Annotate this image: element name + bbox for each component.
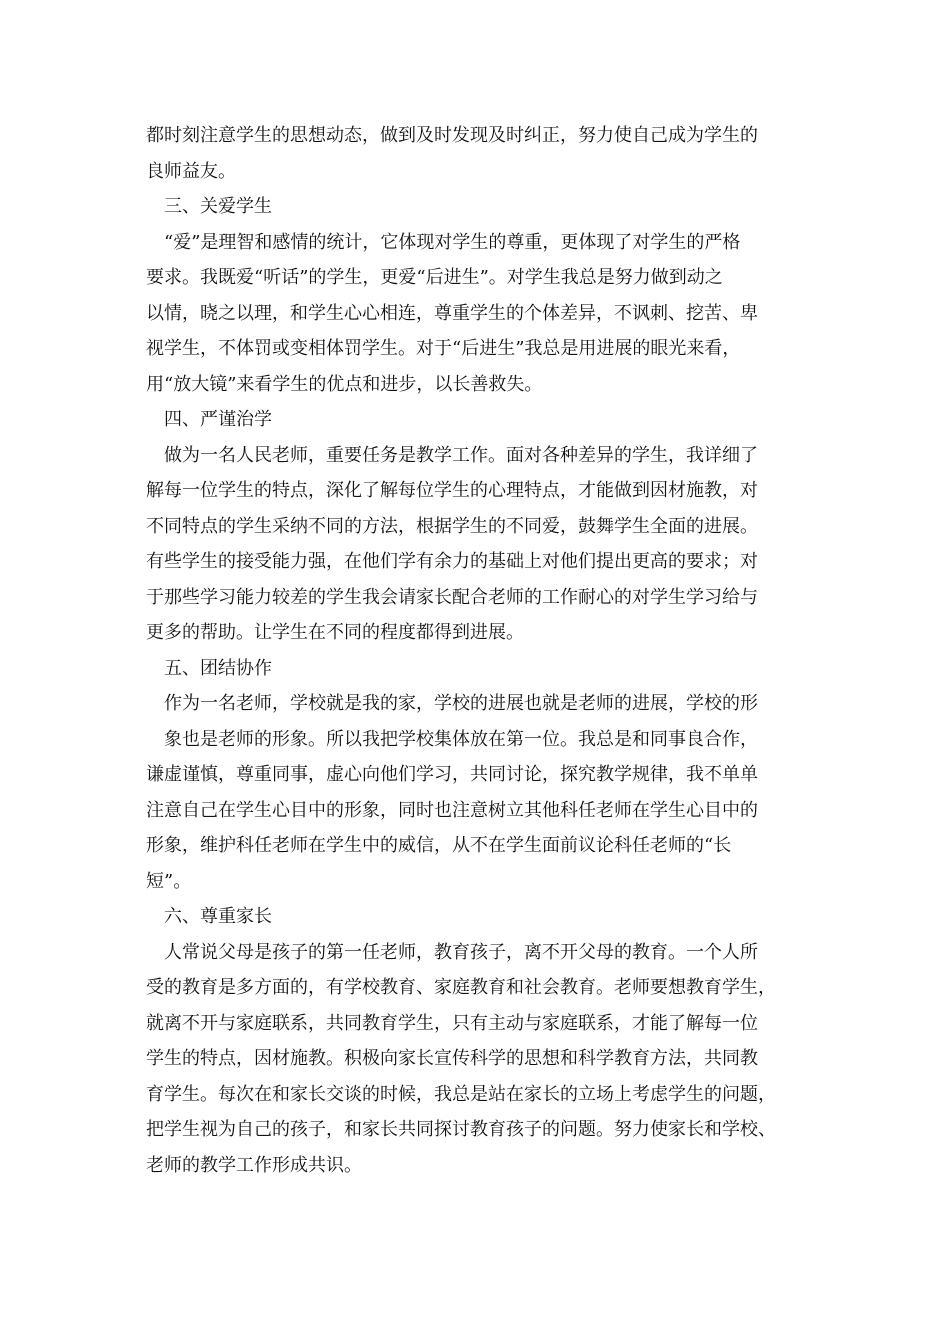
paragraph-line: “爱”是理智和感情的统计，它体现对学生的尊重，更体现了对学生的严格 (164, 231, 741, 253)
paragraph-line: 作为一名老师，学校就是我的家，学校的进展也就是老师的进展，学校的形 (164, 693, 758, 714)
section-heading-5: 五、团结协作 (164, 657, 272, 679)
paragraph-line: 形象，维护科任老师在学生中的威信，从不在学生面前议论科任老师的“长 (146, 835, 732, 856)
paragraph-line: 人常说父母是孩子的第一任老师，教育孩子，离不开父母的教育。一个人所 (164, 941, 758, 963)
paragraph-line: 把学生视为自己的孩子，和家长共同探讨教育孩子的问题。努力使家长和学校、 (146, 1119, 776, 1140)
paragraph-line: 老师的教学工作形成共识。 (146, 1154, 362, 1176)
section-heading-4: 四、严谨治学 (164, 409, 272, 430)
paragraph-line: 有些学生的接受能力强，在他们学有余力的基础上对他们提出更高的要求；对 (146, 551, 758, 572)
section-heading-3: 三、关爱学生 (164, 196, 272, 217)
paragraph-line: 注意自己在学生心目中的形象，同时也注意树立其他科任老师在学生心目中的 (146, 799, 758, 821)
paragraph-line: 于那些学习能力较差的学生我会请家长配合老师的工作耐心的对学生学习给与 (146, 586, 758, 608)
paragraph-line: 育学生。每次在和家长交谈的时候，我总是站在家长的立场上考虑学生的问题， (146, 1083, 776, 1105)
paragraph-line: 用“放大镜”来看学生的优点和进步，以长善救失。 (146, 373, 543, 395)
paragraph-line: 要求。我既爱“听话”的学生，更爱“后进生”。对学生我总是努力做到动之 (146, 267, 723, 288)
body-text (146, 118, 806, 1183)
paragraph-line: 不同特点的学生采纳不同的方法，根据学生的不同爱，鼓舞学生全面的进展。 (146, 515, 758, 537)
paragraph-line: 更多的帮助。让学生在不同的程度都得到进展。 (146, 622, 524, 643)
paragraph-line: 做为一名人民老师，重要任务是教学工作。面对各种差异的学生，我详细了 (164, 444, 758, 466)
paragraph-line: 良师益友。 (146, 160, 236, 182)
paragraph-line: 都时刻注意学生的思想动态，做到及时发现及时纠正，努力使自己成为学生的 (146, 125, 758, 146)
paragraph-line: 解每一位学生的特点，深化了解每位学生的心理特点，才能做到因材施教，对 (146, 480, 758, 501)
paragraph-line: 学生的特点，因材施教。积极向家长宣传科学的思想和科学教育方法，共同教 (146, 1048, 758, 1069)
paragraph-line: 短”。 (146, 870, 192, 892)
paragraph-line: 视学生，不体罚或变相体罚学生。对于“后进生”我总是用进展的眼光来看， (146, 338, 741, 359)
paragraph-line: 以情，晓之以理，和学生心心相连，尊重学生的个体差异，不讽刺、挖苦、卑 (146, 302, 758, 324)
paragraph-line: 受的教育是多方面的，有学校教育、家庭教育和社会教育。老师要想教育学生， (146, 977, 776, 998)
paragraph-line: 象也是老师的形象。所以我把学校集体放在第一位。我总是和同事良合作， (164, 728, 758, 750)
paragraph-line: 谦虚谨慎，尊重同事，虚心向他们学习，共同讨论，探究教学规律，我不单单 (146, 764, 758, 785)
paragraph-line: 就离不开与家庭联系，共同教育学生，只有主动与家庭联系，才能了解每一位 (146, 1012, 758, 1034)
section-heading-6: 六、尊重家长 (164, 906, 272, 927)
